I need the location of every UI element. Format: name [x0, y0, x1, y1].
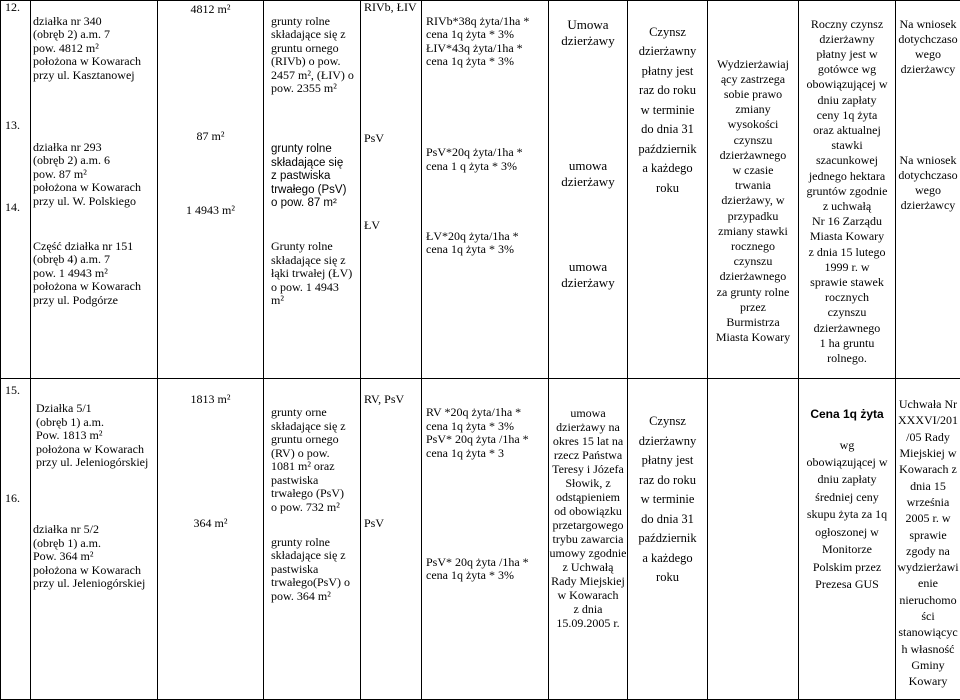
land-description: grunty orne składające się z gruntu ornego (RV) o pow. 1081 m² oraz pastwiska trwałego (PsV) o pow. 732 m²	[271, 406, 360, 514]
contract-form: Umowa dzierżawy	[549, 17, 627, 49]
rent-formula: PsV* 20q żyta /1ha * cena 1q żyta * 3%	[426, 556, 548, 583]
item-number: 14.	[5, 201, 30, 215]
soil-class-cell	[361, 378, 422, 699]
land-description: grunty rolne składające się z pastwiska trwałego (PsV) o pow. 87 m²	[271, 143, 360, 211]
land-type-cell	[264, 378, 361, 699]
payment-terms-cell	[628, 1, 708, 379]
contract-form: umowa dzierżawy	[549, 158, 627, 190]
notes: Na wniosek dotychczaso wego dzierżawcy	[896, 17, 960, 78]
table-row	[1, 378, 960, 699]
item-number: 15.	[5, 384, 30, 398]
soil-class: PsV	[364, 517, 421, 531]
parcel-description: Część działka nr 151 (obręb 4) a.m. 7 pow. 1 4943 m² położona w Kowarach przy ul. Podgórze	[33, 240, 157, 308]
item-number: 13.	[5, 119, 30, 133]
rent-update-clause: Wydzierżawiaj ący zastrzega sobie prawo zmiany wysokości czynszu dzierżawnego w czasie trwania dzierżawy, w przypadku zmiany stawki rocznego czynszu dzierżawnego za grunty rolne przez Burmistrza Miasta Kowary	[708, 57, 798, 346]
annual-rent-terms: Roczny czynsz dzierżawny płatny jest w gotówce wg obowiązującej w dniu zapłaty ceny 1q żyta oraz aktualnej stawki szacunkowej jednego hektara gruntów zgodnie z uchwałą Nr 16 Zarządu Miasta Kowary z dnia 15 lutego 1999 r. w sprawie stawek rocznych czynszu dzierżawnego 1 ha gruntu rolnego.	[799, 17, 895, 367]
parcel-cell	[31, 378, 158, 699]
soil-class-cell	[361, 1, 422, 379]
area-cell	[158, 1, 264, 379]
item-number-cell	[1, 378, 31, 699]
area-value: 87 m²	[158, 130, 263, 144]
rent-formula: ŁV*20q żyta/1ha * cena 1q żyta * 3%	[426, 230, 548, 257]
land-description: Grunty rolne składające się z łąki trwałej (ŁV) o pow. 1 4943 m²	[271, 240, 360, 308]
land-description: grunty rolne składające się z gruntu ornego (RIVb) o pow. 2457 m², (ŁIV) o pow. 2355 m²	[271, 15, 360, 96]
payment-terms-cell	[628, 378, 708, 699]
annual-rent-cell	[799, 378, 896, 699]
annual-rent-cell	[799, 1, 896, 379]
area-cell	[158, 378, 264, 699]
land-type-cell	[264, 1, 361, 379]
contract-form-cell	[549, 378, 628, 699]
annual-rent-terms: wg obowiązującej w dniu zapłaty średniej ceny skupu żyta za 1q ogłoszonej w Monitorze Polskim przez Prezesa GUS	[799, 437, 895, 594]
contract-form-cell	[549, 1, 628, 379]
notes-cell	[896, 378, 960, 699]
parcel-description: działka nr 5/2 (obręb 1) a.m. Pow. 364 m² położona w Kowarach przy ul. Jeleniogórskiej	[33, 523, 157, 591]
table-row	[1, 1, 960, 379]
parcel-cell	[31, 1, 158, 379]
item-number: 16.	[5, 492, 30, 506]
parcel-description: działka nr 293 (obręb 2) a.m. 6 pow. 87 m² położona w Kowarach przy ul. W. Polskiego	[33, 141, 157, 209]
item-number: 12.	[5, 1, 30, 15]
rent-formula-cell	[422, 378, 549, 699]
rent-formula: RIVb*38q żyta/1ha * cena 1q żyta * 3% ŁIV*43q żyta/1ha * cena 1q żyta * 3%	[426, 15, 548, 69]
payment-terms: Czynsz dzierżawny płatny jest raz do roku w terminie do dnia 31 październik a każdego roku	[628, 23, 707, 199]
soil-class: RV, PsV	[364, 393, 421, 407]
rent-update-cell	[708, 1, 799, 379]
land-description: grunty rolne składające się z pastwiska trwałego(PsV) o pow. 364 m²	[271, 536, 360, 604]
notes: Na wniosek dotychczaso wego dzierżawcy	[896, 153, 960, 214]
area-value: 4812 m²	[158, 3, 263, 17]
payment-terms: Czynsz dzierżawny płatny jest raz do roku w terminie do dnia 31 październik a każdego roku	[628, 412, 707, 588]
soil-class: ŁV	[364, 219, 421, 233]
rent-formula: RV *20q żyta/1ha * cena 1q żyta * 3% PsV* 20q żyta /1ha * cena 1q żyta * 3	[426, 406, 548, 460]
area-value: 364 m²	[158, 517, 263, 531]
rent-formula-cell	[422, 1, 549, 379]
rent-update-cell	[708, 378, 799, 699]
contract-form: umowa dzierżawy	[549, 259, 627, 291]
parcel-description: Działka 5/1 (obręb 1) a.m. Pow. 1813 m² położona w Kowarach przy ul. Jeleniogórskiej	[36, 402, 158, 470]
parcel-description: działka nr 340 (obręb 2) a.m. 7 pow. 4812 m² położona w Kowarach przy ul. Kasztanowej	[33, 15, 157, 83]
rent-formula: PsV*20q żyta/1ha * cena 1 q żyta * 3%	[426, 146, 548, 173]
soil-class: PsV	[364, 132, 421, 146]
area-value: 1813 m²	[158, 393, 263, 407]
contract-form: umowa dzierżawy na okres 15 lat na rzecz Państwa Teresy i Józefa Słowik, z odstąpieniem od obowiązku przetargowego trybu zawarcia umowy zgodnie z Uchwałą Rady Miejskiej w Kowarach z dnia 15.09.2005 r.	[549, 406, 627, 630]
area-value: 1 4943 m²	[158, 204, 263, 218]
annual-rent-heading: Cena 1q żyta	[799, 406, 895, 423]
item-number-cell	[1, 1, 31, 379]
soil-class: RIVb, ŁIV	[364, 1, 421, 15]
notes-cell	[896, 1, 960, 379]
notes: Uchwała Nr XXXVI/201 /05 Rady Miejskiej w Kowarach z dnia 15 września 2005 r. w sprawie zgody na wydzierżawi enie nieruchomo ści stanowiącyc h własność Gminy Kowary	[896, 396, 960, 689]
